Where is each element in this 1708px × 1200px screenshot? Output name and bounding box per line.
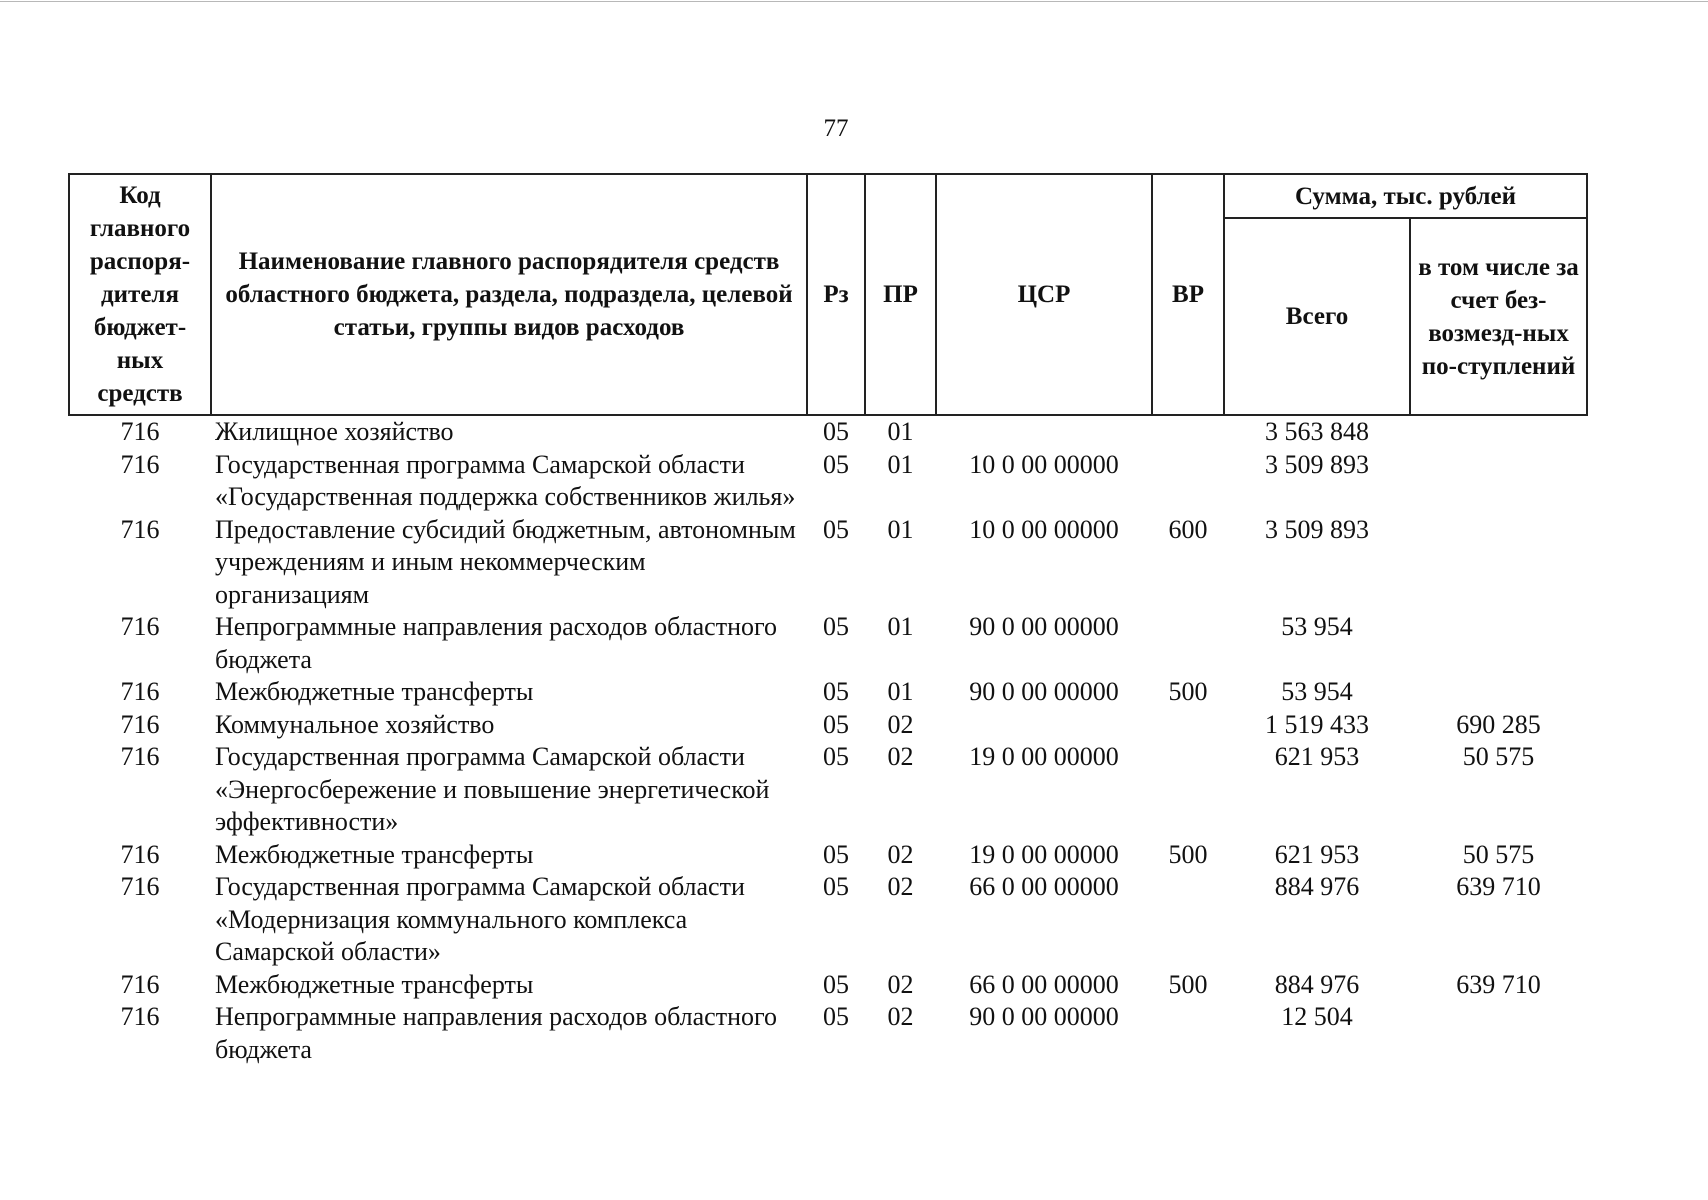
cell-rz: 05 [823,742,849,771]
cell-rz: 05 [823,449,849,479]
cell-code: 716 [120,872,160,901]
cell-rz: 05 [823,612,849,641]
cell-name: Коммунальное хозяйство [215,709,495,739]
cell-code: 716 [120,449,160,479]
cell-name: Непрограммные направления расходов областного бюджета [215,1002,777,1064]
header-free: в том числе за счет без-возмезд-ных по-ступлений [1410,218,1587,415]
header-vr: ВР [1152,174,1224,415]
cell-rz: 05 [823,1002,849,1031]
cell-vr: 500 [1168,969,1208,999]
table-body [69,415,1587,1066]
cell-name: Государственная программа Самарской области «Модернизация коммунального комплекса Самарской области» [215,872,745,966]
cell-name: Предоставление субсидий бюджетным, автономным учреждениям и иным некоммерческим организациям [215,514,796,609]
cell-name: Непрограммные направления расходов областного бюджета [215,612,777,674]
cell-name: Межбюджетные трансферты [215,677,534,706]
cell-vr: 600 [1168,514,1208,544]
cell-csr: 19 0 00 00000 [969,839,1119,869]
cell-pr: 02 [887,872,914,901]
cell-code: 716 [120,677,160,706]
cell-vr: 500 [1168,839,1208,869]
header-code: Код главного распоря-дителя бюджет-ных средств [69,174,211,415]
cell-vr [1152,449,1224,514]
cell-csr: 66 0 00 00000 [969,969,1119,999]
table-row [69,449,1587,514]
cell-total: 621 953 [1274,839,1360,869]
cell-code: 716 [120,709,160,739]
cell-name: Государственная программа Самарской области «Государственная поддержка собственников жилья» [215,449,796,511]
header-total: Всего [1224,218,1410,415]
cell-code: 716 [120,417,160,446]
cell-name: Государственная программа Самарской области «Энергосбережение и повышение энергетической эффективности» [215,742,770,836]
cell-csr: 66 0 00 00000 [969,872,1119,901]
cell-name: Жилищное хозяйство [215,417,454,446]
budget-table [68,173,1588,1066]
cell-pr: 02 [887,742,914,771]
cell-vr: 500 [1168,677,1208,706]
cell-free: 50 575 [1462,839,1535,869]
header-sum-group: Сумма, тыс. рублей [1224,174,1587,218]
top-rule [0,1,1708,2]
cell-csr [936,709,1152,742]
cell-pr: 01 [887,417,914,446]
cell-pr: 01 [887,677,914,706]
cell-free [1410,1001,1587,1066]
cell-total: 1 519 433 [1265,709,1369,739]
cell-rz: 05 [823,677,849,706]
header-pr: ПР [865,174,936,415]
header-csr: ЦСР [936,174,1152,415]
cell-free [1410,449,1587,514]
page-number: 77 [823,115,849,142]
header-name: Наименование главного распорядителя средств областного бюджета, раздела, подраздела, целевой статьи, группы видов расходов [211,174,807,415]
cell-rz: 05 [823,872,849,901]
cell-total: 3 563 848 [1265,417,1369,446]
cell-free: 639 710 [1456,969,1541,999]
header-rz: Рз [807,174,865,415]
cell-pr: 02 [887,1002,914,1031]
cell-total: 53 954 [1281,612,1353,641]
table-row [69,1001,1587,1066]
cell-code: 716 [120,612,160,641]
cell-vr [1152,709,1224,742]
cell-rz: 05 [823,969,849,999]
cell-total: 53 954 [1281,677,1353,706]
cell-code: 716 [120,1002,160,1031]
cell-vr [1152,415,1224,449]
table-row [69,871,1587,969]
cell-name: Межбюджетные трансферты [215,839,534,869]
cell-pr: 01 [887,514,914,544]
cell-free: 50 575 [1462,742,1535,771]
table-row [69,676,1587,709]
cell-code: 716 [120,839,160,869]
cell-vr [1152,611,1224,676]
table-row [69,709,1587,742]
table-row [69,839,1587,872]
cell-rz: 05 [823,417,849,446]
cell-csr: 10 0 00 00000 [969,514,1119,544]
cell-free [1410,514,1587,612]
cell-pr: 02 [887,839,914,869]
cell-code: 716 [120,514,160,544]
table-row [69,514,1587,612]
cell-total: 621 953 [1274,742,1360,771]
cell-vr [1152,741,1224,839]
cell-rz: 05 [823,839,849,869]
cell-csr [936,415,1152,449]
table-row [69,741,1587,839]
cell-free [1410,611,1587,676]
table-row [69,611,1587,676]
cell-total: 12 504 [1281,1002,1353,1031]
cell-pr: 01 [887,612,914,641]
cell-pr: 01 [887,449,914,479]
cell-csr: 90 0 00 00000 [969,677,1119,706]
table-row [69,415,1587,449]
cell-vr [1152,871,1224,969]
cell-name: Межбюджетные трансферты [215,969,534,999]
cell-free: 639 710 [1456,872,1541,901]
cell-total: 884 976 [1274,872,1360,901]
cell-total: 3 509 893 [1265,514,1369,544]
cell-rz: 05 [823,709,849,739]
cell-csr: 19 0 00 00000 [969,742,1119,771]
cell-total: 884 976 [1274,969,1360,999]
cell-pr: 02 [887,969,914,999]
cell-free: 690 285 [1456,709,1541,739]
cell-code: 716 [120,969,160,999]
cell-free [1410,415,1587,449]
cell-pr: 02 [887,709,914,739]
cell-code: 716 [120,742,160,771]
cell-rz: 05 [823,514,849,544]
cell-csr: 90 0 00 00000 [969,1002,1119,1031]
table-header [69,174,1587,415]
cell-csr: 10 0 00 00000 [969,449,1119,479]
cell-free [1410,676,1587,709]
cell-total: 3 509 893 [1265,449,1369,479]
cell-vr [1152,1001,1224,1066]
table-row [69,969,1587,1002]
header-row-1 [69,174,1587,218]
cell-csr: 90 0 00 00000 [969,612,1119,641]
